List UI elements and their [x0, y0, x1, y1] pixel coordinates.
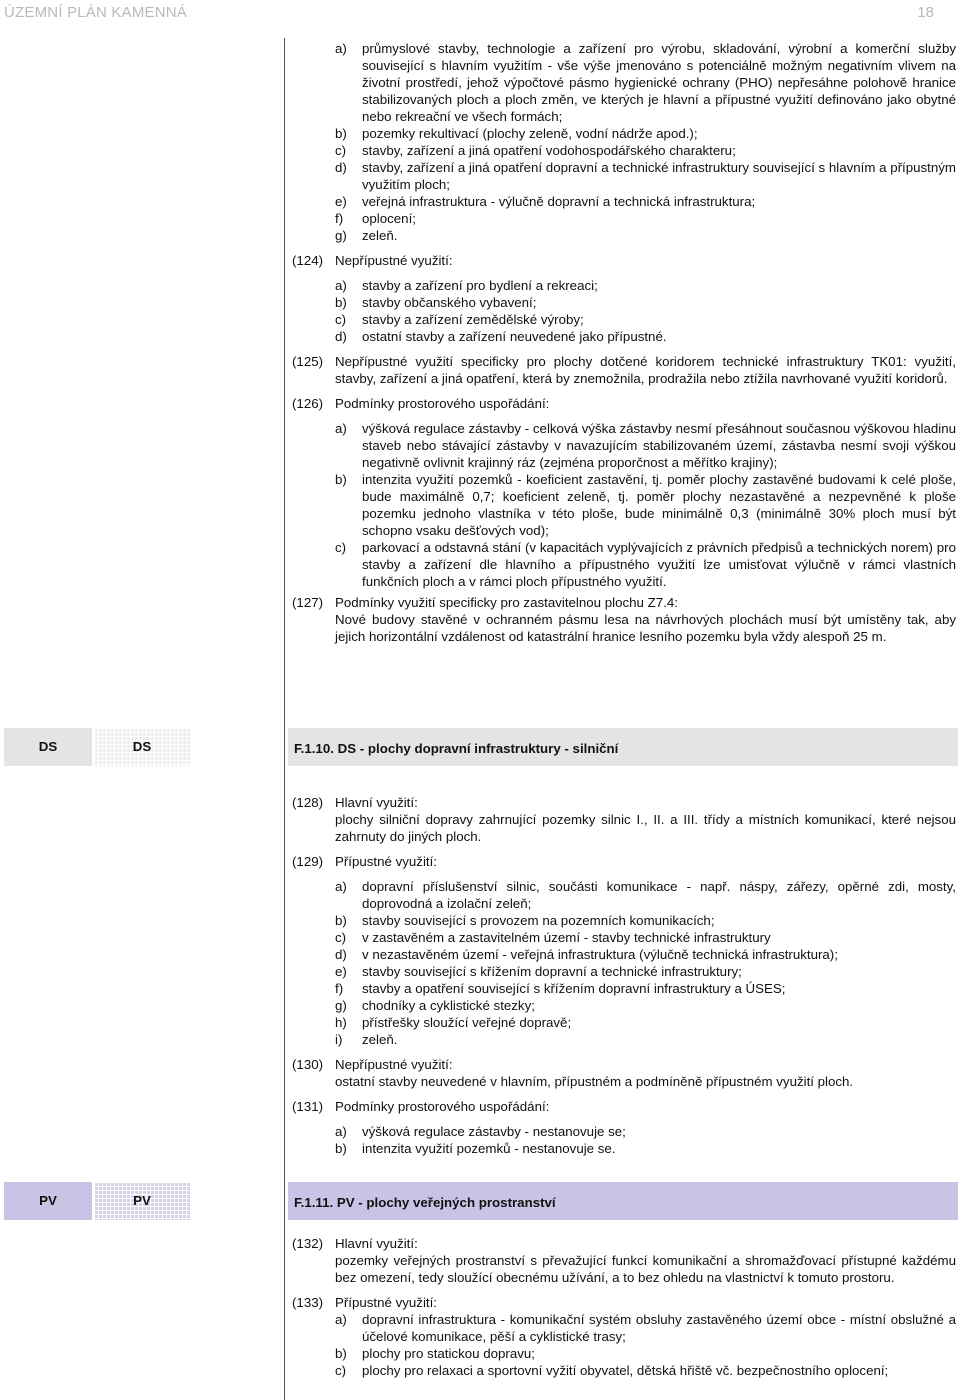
- paragraph-132-text: pozemky veřejných prostranství s převažující funkcí komunikační a shromažďovací přístupné každému bez omezení, tedy sloužící obecnému užívání, a to bez ohledu na vlastnictví k tomuto prostoru.: [335, 1253, 956, 1285]
- list-item: a) dopravní příslušenství silnic, součásti komunikace - např. náspy, zářezy, opěrné zdi, mosty, doprovodná a izolační zeleň;: [335, 879, 956, 911]
- list-item: e) veřejná infrastruktura - výlučně dopravní a technická infrastruktura;: [335, 194, 756, 209]
- page-header: [0, 0, 960, 30]
- list-item: a) výšková regulace zástavby - celková výška zástavby nesmí přesáhnout současnou výškovou hladinu staveb nebo stávající zástavby v navazujícím stabilizovaném území, zástavba nesmí svoji výškou negativně ovlivnit krajinný ráz (zejména proporčnost a měřítko krajiny);: [335, 421, 956, 470]
- paragraph-130-text: ostatní stavby neuvedené v hlavním, přípustném a podmíněně přípustném využití ploch.: [335, 1074, 854, 1089]
- paragraph-124: (124) Nepřípustné využití:: [292, 253, 453, 268]
- paragraph-130: (130) Nepřípustné využití:: [292, 1057, 453, 1072]
- list-item: f) oplocení;: [335, 211, 416, 226]
- list-item: f) stavby a opatření související s křížením dopravní infrastruktury a ÚSES;: [335, 981, 786, 996]
- list-item: d) v nezastavěném území - veřejná infrastruktura (výlučně technická infrastruktura);: [335, 947, 838, 962]
- list-item: b) intenzita využití pozemků - koeficient zastavění, tj. poměr plochy zastavěné budovami k celé ploše, bude maximálně 0,7; koeficient zeleně, tj. poměr plochy nezastavěné a nezpevněné k ploše pozemku jednoho vlastníka v této ploše, bude minimálně 0,3 (minimálně 30% ploch musí být schopno vsaku dešťových vod);: [335, 472, 956, 538]
- paragraph-126: (126) Podmínky prostorového uspořádání:: [292, 396, 550, 411]
- list-item: b) stavby související s provozem na pozemních komunikacích;: [335, 913, 715, 928]
- pv-tag-pattern: PV: [94, 1182, 190, 1220]
- section-band-ds: [4, 728, 958, 766]
- list-item: d) stavby, zařízení a jiná opatření dopravní a technické infrastruktury související s hlavním a přípustným využitím ploch;: [335, 160, 956, 192]
- list-item: c) stavby, zařízení a jiná opatření vodohospodářského charakteru;: [335, 143, 736, 158]
- list-item: a) dopravní infrastruktura - komunikační systém obsluhy zastavěného území obce - místní obslužné a účelové komunikace, pěší a cyklistické trasy;: [335, 1312, 956, 1344]
- paragraph-128-text: plochy silniční dopravy zahrnující pozemky silnic I., II. a III. třídy a místních komunikací, které nejsou zahrnuty do jiných ploch.: [335, 812, 956, 844]
- list-item: b) pozemky rekultivací (plochy zeleně, vodní nádrže apod.);: [335, 126, 698, 141]
- paragraph-132: (132) Hlavní využití:: [292, 1236, 418, 1251]
- paragraph-129: (129) Přípustné využití:: [292, 854, 437, 869]
- list-item: c) stavby a zařízení zemědělské výroby;: [335, 312, 584, 327]
- list-item: b) stavby občanského vybavení;: [335, 295, 537, 310]
- document-title: ÚZEMNÍ PLÁN KAMENNÁ: [4, 4, 187, 21]
- list-item: a) průmyslové stavby, technologie a zařízení pro výrobu, skladování, výrobní a komerční služby související s hlavním využitím - vše výše jmenováno s potenciálně možným negativním vlivem na životní prostředí, jehož výpočtové pásmo hygienické ochrany (PHO) nepřesáhne polohově hranice stabilizovaných ploch a ploch změn, ve kterých je hlavní a přípustné využití definováno jako obytné nebo rekreační ve všech formách;: [335, 41, 956, 124]
- list-item: g) chodníky a cyklistické stezky;: [335, 998, 535, 1013]
- ds-tag-pattern: DS: [94, 728, 190, 766]
- paragraph-131: (131) Podmínky prostorového uspořádání:: [292, 1099, 550, 1114]
- page-number: 18: [917, 4, 934, 21]
- paragraph-128: (128) Hlavní využití:: [292, 795, 418, 810]
- pv-tag: PV: [4, 1182, 92, 1220]
- section-ds: [292, 794, 956, 1157]
- list-item: a) výšková regulace zástavby - nestanovuje se;: [335, 1124, 626, 1139]
- section-heading-pv: F.1.11. PV - plochy veřejných prostranství: [288, 1182, 958, 1220]
- list-item: b) plochy pro statickou dopravu;: [335, 1346, 535, 1361]
- list-item: a) stavby a zařízení pro bydlení a rekreaci;: [335, 278, 598, 293]
- list-item: i) zeleň.: [335, 1032, 398, 1047]
- list-item: d) ostatní stavby a zařízení neuvedené jako přípustné.: [335, 329, 667, 344]
- list-item: c) plochy pro relaxaci a sportovní vyžití obyvatel, dětská hřiště vč. bezpečnostního oplocení;: [335, 1363, 889, 1378]
- section-pv: [292, 1235, 956, 1379]
- section-continuation: [292, 40, 956, 645]
- paragraph-127-text: Nové budovy stavěné v ochranném pásmu lesa na návrhových plochách musí být umístěny tak, aby jejich horizontální vzdálenost od katastrální hranice lesního pozemku byla vždy alespoň 25 m.: [335, 612, 956, 644]
- paragraph-133: (133) Přípustné využití:: [292, 1295, 437, 1310]
- list-item: b) intenzita využití pozemků - nestanovuje se.: [335, 1141, 616, 1156]
- section-band-pv: [4, 1182, 958, 1220]
- list-item: g) zeleň.: [335, 228, 398, 243]
- ds-tag: DS: [4, 728, 92, 766]
- section-heading-ds: F.1.10. DS - plochy dopravní infrastruktury - silniční: [288, 728, 958, 766]
- list-item: h) přístřešky sloužící veřejné dopravě;: [335, 1015, 572, 1030]
- paragraph-125: (125) Nepřípustné využití specificky pro plochy dotčené koridorem technické infrastruktury TK01: využití, stavby, zařízení a jiná opatření, která by znemožnila, prodražila nebo ztížila navrhované využití koridorů.: [292, 354, 956, 386]
- list-item: c) parkovací a odstavná stání (v kapacitách vyplývajících z právních předpisů a technických norem) pro stavby a zařízení dle hlavního a přípustného využití lze umisťovat výlučně v rámci vlastních funkčních ploch a v rámci ploch přípustného využití.: [335, 540, 956, 589]
- list-item: c) v zastavěném a zastavitelném území - stavby technické infrastruktury: [335, 930, 771, 945]
- list-item: e) stavby související s křížením dopravní a technické infrastruktury;: [335, 964, 742, 979]
- paragraph-127: (127) Podmínky využití specificky pro zastavitelnou plochu Z7.4:: [292, 595, 678, 610]
